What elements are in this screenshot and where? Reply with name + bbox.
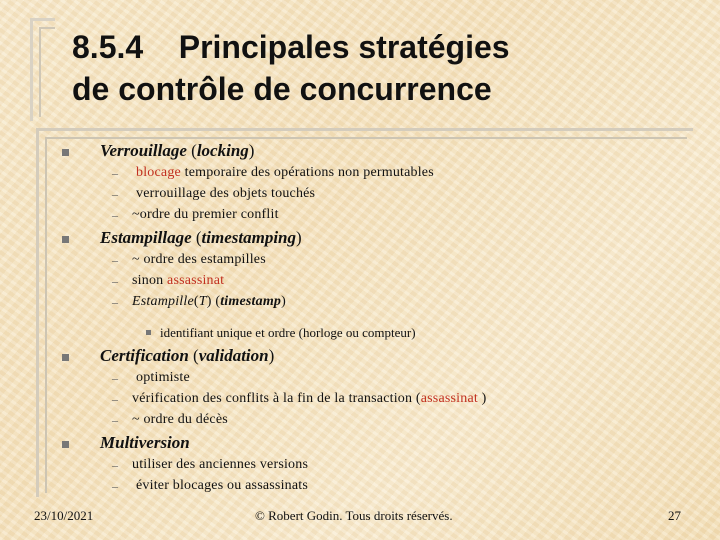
sub-item: ~ ordre du décès [132,412,228,427]
sub-item: ~ ordre des estampilles [132,252,266,267]
sub-item: sinon assassinat [132,273,225,288]
item-paren: validation [198,346,269,365]
item-certification: Certification (validation) [100,346,275,365]
title-line-2: de contrôle de concurrence [72,71,492,107]
dash-icon: – [112,392,118,406]
item-multiversion [100,433,190,453]
dash-icon: – [112,479,118,493]
item-label: Verrouillage [100,141,187,160]
sub-item: éviter blocages ou assassinats [136,478,309,493]
sub-item: Estampille(T) (timestamp) [132,294,286,309]
title-line-1: 8.5.4 Principales stratégies [72,29,510,65]
sub-item: verrouillage des objets touchés [136,186,316,201]
item-label: Multiversion [100,433,190,452]
item-label: Estampillage [100,228,192,247]
page-number: 27 [668,508,681,523]
sub-item: utiliser des anciennes versions [132,457,309,472]
item-paren: locking [196,141,249,160]
sub-item: optimiste [136,370,190,385]
slide-title [72,26,692,110]
dash-icon: – [112,274,118,288]
item-estampillage: Estampillage (timestamping) [100,228,302,247]
sub-item: blocage temporaire des opérations non permutables [136,165,434,180]
dash-icon: – [112,295,118,309]
sub-item: vérification des conflits à la fin de la transaction (assassinat ) [132,391,487,406]
item-paren: timestamping [201,228,297,247]
dash-icon: – [112,166,118,180]
dash-icon: – [112,187,118,201]
dash-icon: – [112,371,118,385]
title-decoration [30,18,55,121]
dash-icon: – [112,208,118,222]
footer-date: 23/10/2021 [34,508,94,523]
dash-icon: – [112,413,118,427]
bullet-square-icon [62,354,69,361]
bullet-square-icon [146,330,151,335]
bullet-square-icon [62,441,69,448]
item-label: Certification [100,346,189,365]
bullet-square-icon [62,236,69,243]
dash-icon: – [112,253,118,267]
bullet-square-icon [62,149,69,156]
dash-icon: – [112,458,118,472]
footer-copyright: © Robert Godin. Tous droits réservés. [255,508,453,523]
sub-item: ~ordre du premier conflit [132,207,279,222]
item-verrouillage: Verrouillage (locking) [100,141,255,160]
sub-sub-item: identifiant unique et ordre (horloge ou compteur) [160,325,416,340]
